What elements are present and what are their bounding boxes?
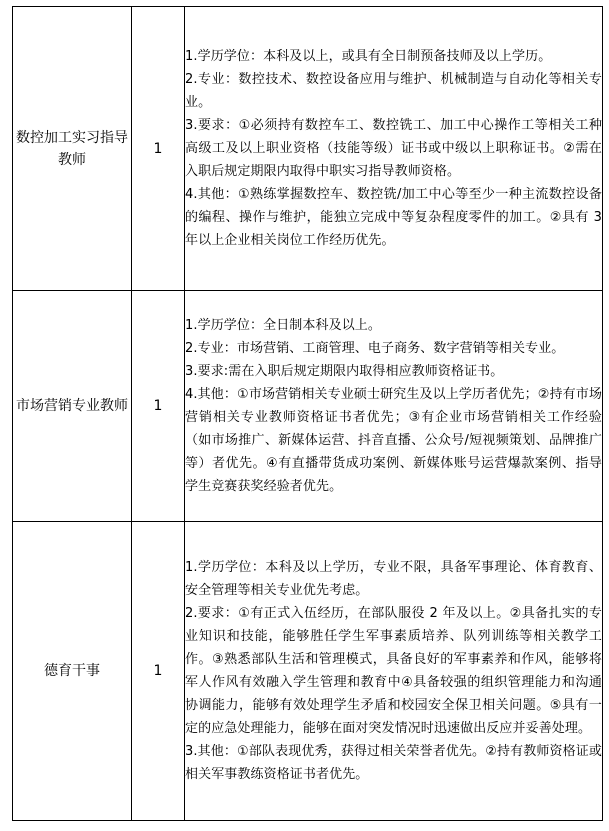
table-row: [13, 7, 603, 291]
headcount: 1: [153, 663, 163, 679]
requirements-cell: [185, 7, 603, 291]
requirement-item: 1.学历学位：本科及以上，或具有全日制预备技师及以上学历。: [185, 49, 552, 64]
position-name: 数控加工实习指导教师: [16, 129, 128, 168]
position-name: 德育干事: [44, 663, 100, 679]
position-name: 市场营销专业教师: [16, 398, 128, 414]
table-row: [13, 522, 603, 821]
requirement-item: 1.学历学位：本科及以上学历，专业不限，具备军事理论、体育教育、安全管理等相关专业优先考虑。: [185, 560, 602, 598]
position-name-cell: [13, 291, 132, 522]
requirement-item: 2.要求：①有正式入伍经历，在部队服役 2 年及以上。②具备扎实的专业知识和技能，能够胜任学生军事素质培养、队列训练等相关教学工作。③熟悉部队生活和管理模式，具备良好的军事素养和作风，能够将军人作风有效融入学生管理和教育中④具备较强的组织管理能力和沟通协调能力，能够有效处理学生矛盾和校园安全保卫相关问题。⑤具有一定的应急处理能力，能够在面对突发情况时迅速做出反应并妥善处理。: [185, 606, 602, 736]
requirements-cell: [185, 522, 603, 821]
requirement-item: 2.专业：数控技术、数控设备应用与维护、机械制造与自动化等相关专业。: [185, 72, 602, 110]
position-name-cell: [13, 7, 132, 291]
requirement-item: 4.其他：①熟练掌握数控车、数控铣/加工中心等至少一种主流数控设备的编程、操作与维护，能独立完成中等复杂程度零件的加工。②具有 3 年以上企业相关岗位工作经历优先。: [185, 187, 602, 248]
headcount: 1: [153, 398, 163, 414]
requirement-item: 2.专业：市场营销、工商管理、电子商务、数字营销等相关专业。: [185, 341, 565, 356]
headcount-cell: [132, 7, 185, 291]
requirement-item: 3.要求：①必须持有数控车工、数控铣工、加工中心操作工等相关工种高级工及以上职业资格（技能等级）证书或中级以上职称证书。②需在入职后规定期限内取得中职实习指导教师资格。: [185, 118, 602, 179]
requirement-item: 1.学历学位：全日制本科及以上。: [185, 318, 382, 333]
headcount-cell: [132, 522, 185, 821]
table-row: [13, 291, 603, 522]
job-requirements-table: [12, 6, 603, 821]
requirements-cell: [185, 291, 603, 522]
headcount: 1: [153, 140, 163, 157]
requirement-item: 3.要求:需在入职后规定期限内取得相应教师资格证书。: [185, 364, 504, 379]
headcount-cell: [132, 291, 185, 522]
position-name-cell: [13, 522, 132, 821]
requirement-item: 3.其他：①部队表现优秀，获得过相关荣誉者优先。②持有教师资格证或相关军事教练资格证书者优先。: [185, 744, 602, 782]
requirement-item: 4.其他：①市场营销相关专业硕士研究生及以上学历者优先；②持有市场营销相关专业教师资格证书者优先；③有企业市场营销相关工作经验（如市场推广、新媒体运营、抖音直播、公众号/短视频策划、品牌推广等）者优先。④有直播带货成功案例、新媒体账号运营爆款案例、指导学生竞赛获奖经验者优先。: [185, 387, 602, 494]
